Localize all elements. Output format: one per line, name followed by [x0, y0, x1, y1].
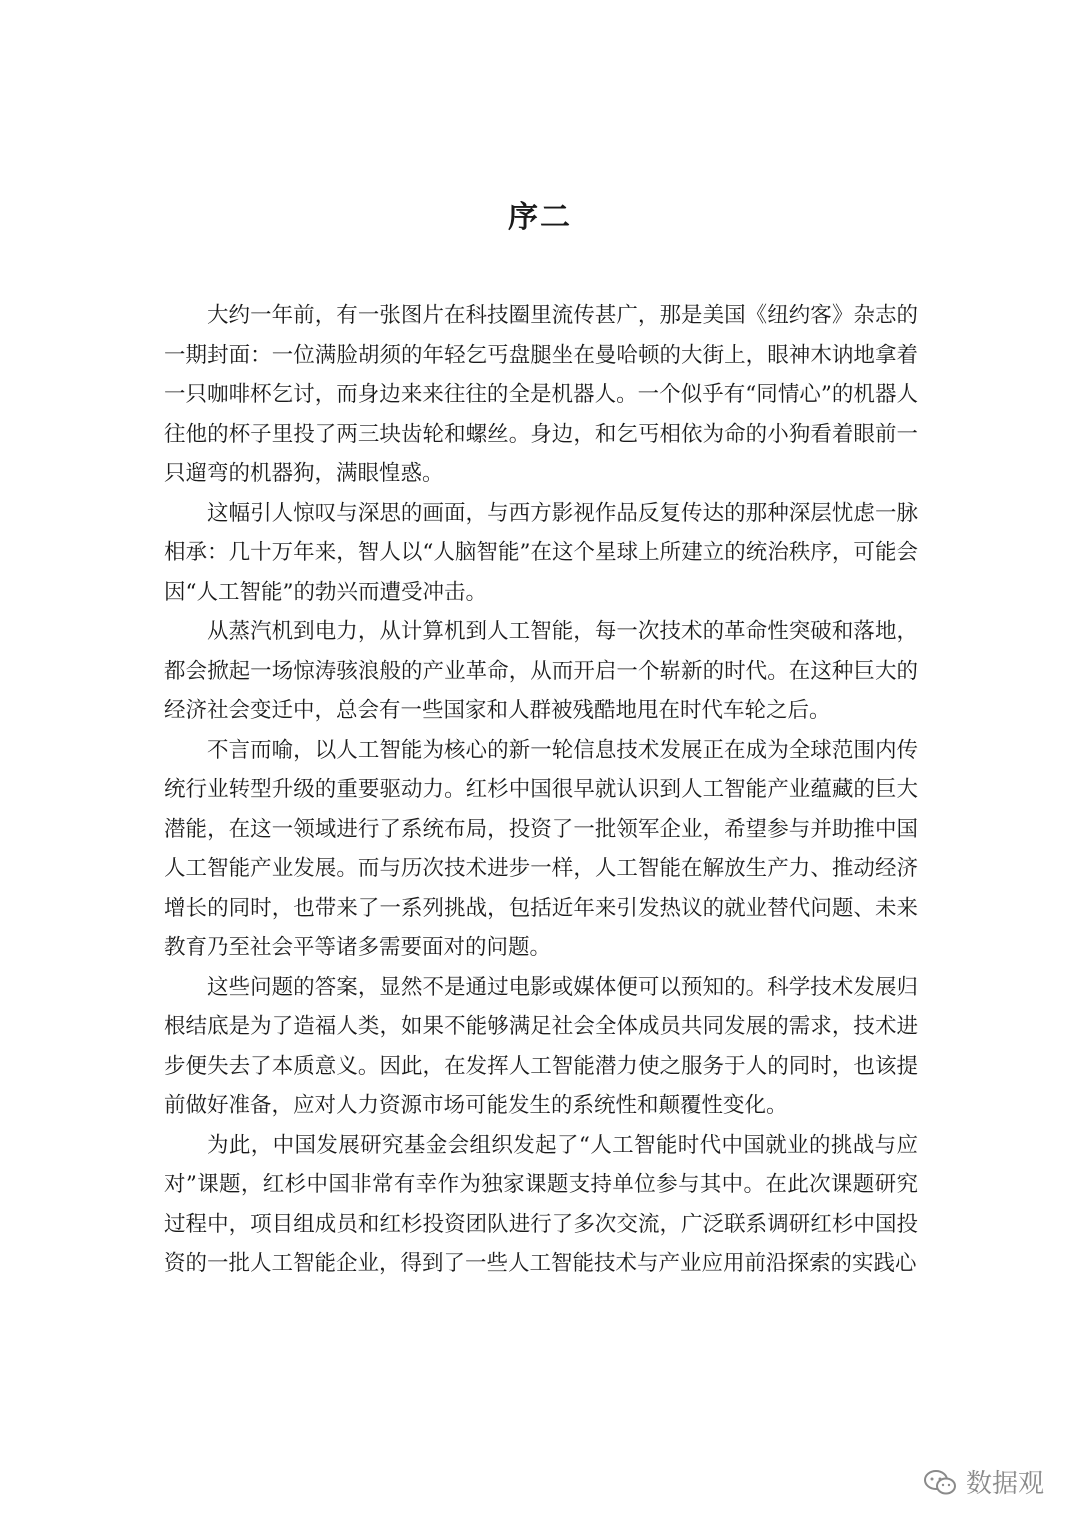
text-line: 统行业转型升级的重要驱动力。红杉中国很早就认识到人工智能产业蕴藏的巨大	[164, 777, 918, 802]
text-line: 只遛弯的机器狗，满眼惶惑。	[164, 461, 444, 486]
text-line: 前做好准备，应对人力资源市场可能发生的系统性和颠覆性变化。	[164, 1093, 788, 1118]
paragraph	[164, 968, 918, 1126]
text-line: 相承：几十万年来，智人以“人脑智能”在这个星球上所建立的统治秩序，可能会	[164, 540, 918, 565]
text-line: 资的一批人工智能企业，得到了一些人工智能技术与产业应用前沿探索的实践心	[164, 1251, 917, 1276]
text-line: 一只咖啡杯乞讨，而身边来来往往的全是机器人。一个似乎有“同情心”的机器人	[164, 382, 918, 407]
text-line: 不言而喻，以人工智能为核心的新一轮信息技术发展正在成为全球范围内传	[207, 737, 918, 763]
text-line: 一期封面：一位满脸胡须的年轻乞丐盘腿坐在曼哈顿的大街上，眼神木讷地拿着	[164, 342, 918, 368]
paragraph	[164, 296, 918, 494]
text-line: 教育乃至社会平等诸多需要面对的问题。	[164, 935, 552, 960]
text-line: 增长的同时，也带来了一系列挑战，包括近年来引发热议的就业替代问题、未来	[164, 895, 918, 921]
text-line: 大约一年前，有一张图片在科技圈里流传甚广，那是美国《纽约客》杂志的	[207, 303, 918, 328]
watermark	[922, 1463, 1044, 1500]
text-line: 为此，中国发展研究基金会组织发起了“人工智能时代中国就业的挑战与应	[207, 1132, 918, 1158]
text-line: 因“人工智能”的勃兴而遭受冲击。	[164, 579, 487, 605]
text-line: 这幅引人惊叹与深思的画面，与西方影视作品反复传达的那种深层忧虑一脉	[207, 500, 918, 526]
text-line: 根结底是为了造福人类，如果不能够满足社会全体成员共同发展的需求，技术进	[164, 1014, 918, 1039]
paragraph	[164, 612, 918, 731]
text-line: 对”课题，红杉中国非常有幸作为独家课题支持单位参与其中。在此次课题研究	[164, 1172, 918, 1197]
text-line: 都会掀起一场惊涛骇浪般的产业革命，从而开启一个崭新的时代。在这种巨大的	[164, 658, 918, 684]
text-line: 步便失去了本质意义。因此，在发挥人工智能潜力使之服务于人的同时，也该提	[164, 1053, 918, 1079]
paragraph	[164, 494, 918, 613]
paragraph	[164, 731, 918, 968]
watermark-text: 数据观	[965, 1469, 1044, 1499]
text-line: 潜能，在这一领域进行了系统布局，投资了一批领军企业，希望参与并助推中国	[164, 816, 918, 842]
text-line: 这些问题的答案，显然不是通过电影或媒体便可以预知的。科学技术发展归	[207, 974, 918, 1000]
text-line: 从蒸汽机到电力，从计算机到人工智能，每一次技术的革命性突破和落地，	[207, 619, 918, 644]
text-line: 经济社会变迁中，总会有一些国家和人群被残酷地甩在时代车轮之后。	[164, 698, 831, 723]
wechat-search-icon	[922, 1467, 958, 1497]
text-line: 往他的杯子里投了两三块齿轮和螺丝。身边，和乞丐相依为命的小狗看着眼前一	[164, 421, 918, 447]
body-text	[164, 296, 918, 1284]
text-line: 人工智能产业发展。而与历次技术进步一样，人工智能在解放生产力、推动经济	[164, 856, 918, 881]
paragraph	[164, 1126, 918, 1284]
text-line: 过程中，项目组成员和红杉投资团队进行了多次交流，广泛联系调研红杉中国投	[164, 1211, 918, 1237]
page-title: 序二	[508, 200, 572, 235]
